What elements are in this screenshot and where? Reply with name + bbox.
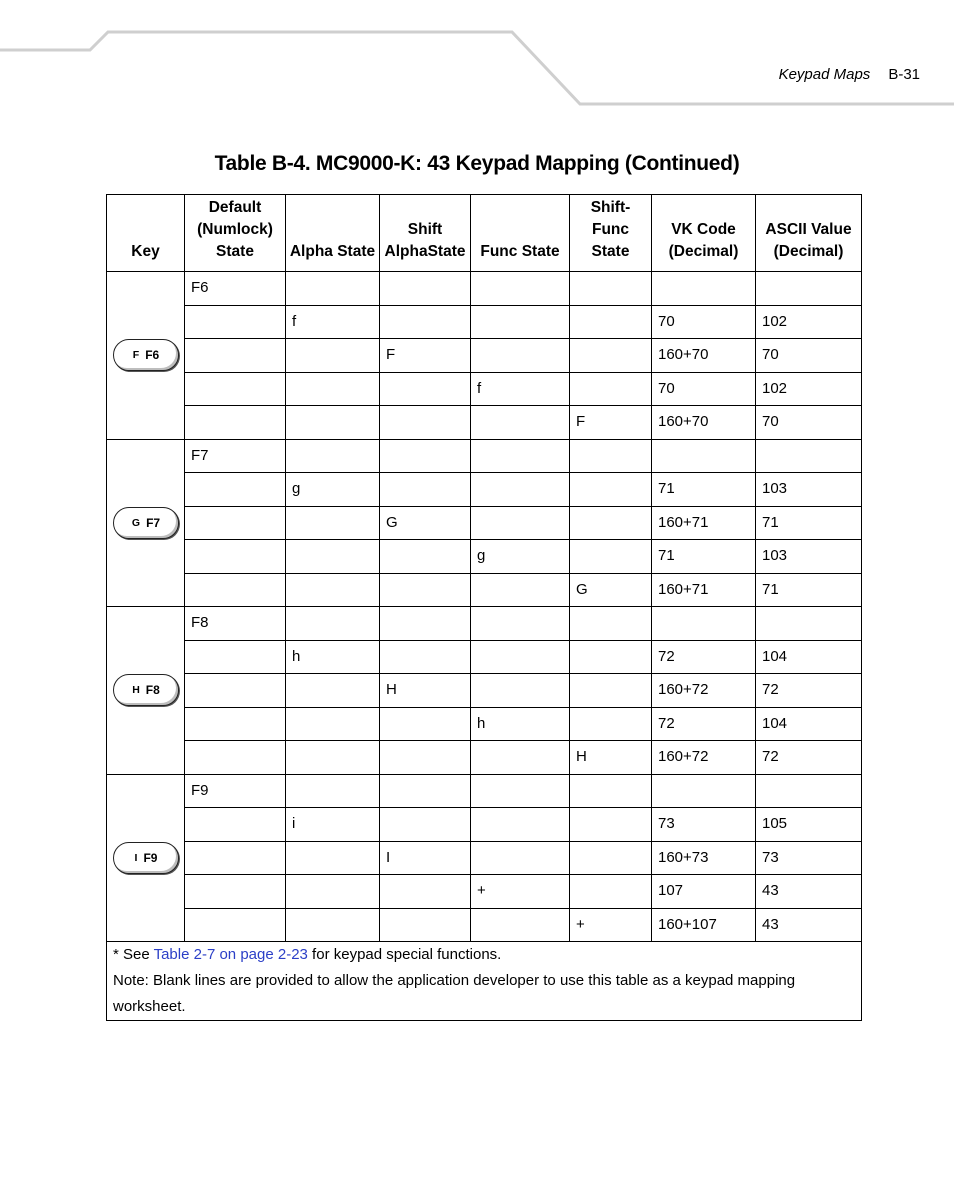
table-cell [286,272,380,306]
table-cell: 72 [756,741,862,775]
table-cell [471,908,570,942]
table-cell: 160+70 [652,339,756,373]
table-cell [380,305,471,339]
table-row [107,841,862,875]
table-cell: 72 [652,707,756,741]
table-cell [652,272,756,306]
table-row [107,707,862,741]
table-row [107,305,862,339]
table-cell [286,607,380,641]
table-cell: + [570,908,652,942]
table-cell [380,372,471,406]
table-cell [471,774,570,808]
table-cell: g [286,473,380,507]
table-2-7-link[interactable]: Table 2-7 on page 2-23 [153,946,308,963]
table-cell: 160+72 [652,674,756,708]
column-header: Alpha State [286,195,380,272]
table-row [107,774,862,808]
keypad-mapping-table [106,194,862,1021]
table-cell: 160+71 [652,573,756,607]
table-cell [380,774,471,808]
key-func-label: F8 [145,683,160,698]
table-cell [380,707,471,741]
column-header: Shift AlphaState [380,195,471,272]
table-row [107,473,862,507]
table-cell: 102 [756,305,862,339]
table-cell [756,607,862,641]
table-title: Table B-4. MC9000-K: 43 Keypad Mapping (Continued) [214,152,740,175]
table-cell [570,540,652,574]
table-cell [380,640,471,674]
table-header-row [107,195,862,272]
table-cell: 70 [652,372,756,406]
table-row [107,339,862,373]
table-cell [380,540,471,574]
table-cell [185,305,286,339]
table-cell [286,506,380,540]
table-cell: 160+107 [652,908,756,942]
section-title: Keypad Maps [778,66,871,83]
table-cell [471,741,570,775]
key-func-label: F7 [146,515,161,530]
table-cell [380,875,471,909]
table-cell: 160+73 [652,841,756,875]
table-cell [380,473,471,507]
table-cell: h [286,640,380,674]
footnote-see [113,942,855,968]
table-cell [471,607,570,641]
table-cell [185,506,286,540]
table-cell: g [471,540,570,574]
table-cell [756,439,862,473]
h-f8-key-icon [113,674,179,706]
table-row [107,674,862,708]
table-cell [471,339,570,373]
key-func-label: F9 [143,850,158,865]
table-cell [286,339,380,373]
table-row [107,272,862,306]
table-cell [471,272,570,306]
table-cell: f [286,305,380,339]
table-cell [286,540,380,574]
table-cell: 71 [756,506,862,540]
table-cell [380,573,471,607]
running-header [779,66,920,83]
table-cell [380,908,471,942]
footnote-suffix: for keypad special functions. [307,946,502,963]
table-cell: 70 [756,406,862,440]
table-cell: 103 [756,473,862,507]
table-cell [471,573,570,607]
table-cell [185,841,286,875]
table-cell [471,439,570,473]
table-cell [185,640,286,674]
footnote-cell [107,942,862,1021]
column-header: ASCII Value (Decimal) [756,195,862,272]
table-cell: F8 [185,607,286,641]
table-cell [380,741,471,775]
footnote-note: Note: Blank lines are provided to allow the application developer to use this table as a keypad mapping worksheet. [113,972,796,1015]
table-cell [570,339,652,373]
key-cell [107,607,185,775]
table-cell [756,774,862,808]
table-cell [286,841,380,875]
table-cell [185,339,286,373]
table-cell: 160+72 [652,741,756,775]
column-header: Key [107,195,185,272]
table-row [107,406,862,440]
page-number: B-31 [888,66,920,83]
table-cell [471,640,570,674]
table-cell [286,573,380,607]
table-cell [380,439,471,473]
table-cell [471,841,570,875]
table-cell [471,473,570,507]
table-cell [185,674,286,708]
table-cell: 107 [652,875,756,909]
table-cell [570,305,652,339]
table-cell: 104 [756,707,862,741]
key-alpha-label: H [132,684,140,697]
table-cell [185,573,286,607]
table-cell: 71 [756,573,862,607]
table-cell [185,372,286,406]
table-cell: H [380,674,471,708]
key-func-label: F6 [145,348,160,363]
table-cell [286,741,380,775]
table-cell [286,406,380,440]
table-cell: 71 [652,540,756,574]
table-cell: 73 [652,808,756,842]
table-cell: 160+71 [652,506,756,540]
table-cell: 70 [756,339,862,373]
table-cell [185,406,286,440]
table-cell [380,808,471,842]
table-cell: G [570,573,652,607]
table-cell [652,774,756,808]
table-cell [570,875,652,909]
table-cell [471,808,570,842]
table-cell [286,439,380,473]
table-cell [185,473,286,507]
table-row [107,506,862,540]
table-cell: 105 [756,808,862,842]
g-f7-key-icon [113,507,179,539]
table-cell: 70 [652,305,756,339]
table-cell [570,473,652,507]
table-cell [471,406,570,440]
table-cell: + [471,875,570,909]
table-cell [570,640,652,674]
table-cell [570,841,652,875]
table-row [107,372,862,406]
table-cell: H [570,741,652,775]
table-cell [185,908,286,942]
table-cell [286,774,380,808]
table-cell [756,272,862,306]
table-cell: 102 [756,372,862,406]
table-cell: i [286,808,380,842]
table-cell [652,607,756,641]
table-cell [471,674,570,708]
header-decor-lines [0,0,954,110]
footnote-prefix: * See [113,946,154,963]
table-cell: F [570,406,652,440]
table-row [107,540,862,574]
table-cell: 73 [756,841,862,875]
table-cell: 43 [756,875,862,909]
table-row [107,573,862,607]
table-cell: I [380,841,471,875]
table-row [107,741,862,775]
table-cell [380,272,471,306]
table-cell [570,774,652,808]
table-cell: h [471,707,570,741]
footnote-row [107,942,862,1021]
f-f6-key-icon [113,339,179,371]
table-row [107,640,862,674]
key-cell [107,774,185,942]
table-row [107,875,862,909]
table-cell [652,439,756,473]
table-cell: F9 [185,774,286,808]
key-alpha-label: I [134,851,138,864]
table-cell: 160+70 [652,406,756,440]
table-cell [286,908,380,942]
table-cell: f [471,372,570,406]
table-cell [286,372,380,406]
key-alpha-label: F [132,349,140,362]
table-cell: 72 [652,640,756,674]
table-cell [570,439,652,473]
i-f9-key-icon [113,842,179,874]
column-header: Shift-Func State [570,195,652,272]
table-cell [185,540,286,574]
table-cell [570,607,652,641]
table-row [107,439,862,473]
column-header: VK Code (Decimal) [652,195,756,272]
table-cell [185,707,286,741]
table-cell: F6 [185,272,286,306]
table-cell [185,741,286,775]
key-cell [107,439,185,607]
table-cell [185,808,286,842]
table-cell [286,707,380,741]
table-cell [570,808,652,842]
table-cell: F7 [185,439,286,473]
table-cell [286,875,380,909]
table-cell [185,875,286,909]
table-cell: 103 [756,540,862,574]
table-cell: F [380,339,471,373]
key-cell [107,272,185,440]
table-cell [286,674,380,708]
table-cell [380,607,471,641]
table-cell: G [380,506,471,540]
column-header: Func State [471,195,570,272]
table-row [107,808,862,842]
table-cell [570,707,652,741]
table-row [107,908,862,942]
table-cell [471,305,570,339]
key-alpha-label: G [131,516,141,529]
table-cell [570,372,652,406]
table-cell: 43 [756,908,862,942]
table-cell: 104 [756,640,862,674]
table-cell [471,506,570,540]
table-cell: 71 [652,473,756,507]
table-cell [570,674,652,708]
table-cell: 72 [756,674,862,708]
column-header: Default (Numlock) State [185,195,286,272]
table-cell [570,272,652,306]
table-cell [570,506,652,540]
table-row [107,607,862,641]
table-cell [380,406,471,440]
